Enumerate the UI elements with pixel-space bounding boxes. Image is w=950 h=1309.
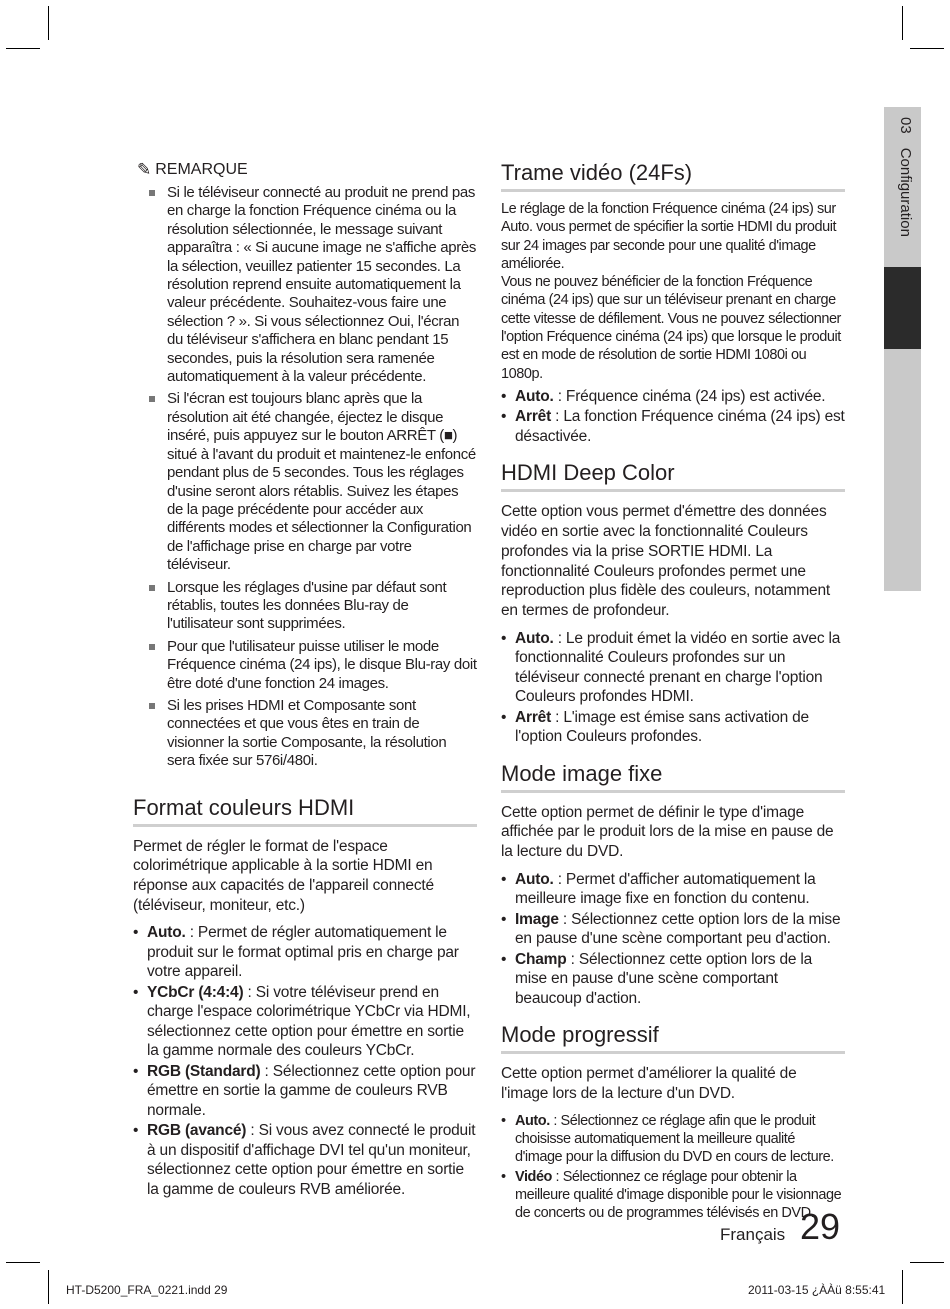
- note-title: REMARQUE: [155, 161, 248, 178]
- option-list: [501, 1112, 845, 1223]
- crop-mark: [6, 48, 40, 49]
- option-desc: : Permet de régler automatiquement le produit sur le format optimal pris en charge par votre appareil.: [147, 924, 459, 981]
- option-item: [501, 950, 845, 1009]
- chapter-number: 03: [897, 117, 914, 134]
- bullet-icon: •: [501, 870, 507, 888]
- page-number: 29: [800, 1206, 841, 1247]
- option-item: [501, 1112, 845, 1167]
- bullet-icon: •: [133, 1122, 139, 1140]
- square-bullet-icon: [149, 644, 155, 650]
- section-trame-video: [501, 160, 845, 446]
- crop-mark: [910, 1262, 944, 1263]
- bullet-icon: •: [501, 950, 507, 968]
- section-title: Mode progressif: [501, 1022, 845, 1054]
- option-desc: : Permet d'afficher automatiquement la meilleure image fixe en fonction du contenu.: [515, 870, 816, 908]
- note-header: [137, 160, 477, 180]
- option-list: [501, 629, 845, 747]
- note-item-text: Si les prises HDMI et Composante sont connectées et que vous êtes en train de visionner la sortie Composante, la résolution sera fixée sur 576i/480i.: [167, 696, 447, 770]
- section-intro: Cette option vous permet d'émettre des données vidéo en sortie avec la fonctionnalité Couleurs profondes via la prise SORTIE HDMI. La fonctionnalité Couleurs profondes permet une reproduction plus fidèle des couleurs, notamment en termes de profondeur.: [501, 503, 831, 619]
- option-desc: : Sélectionnez cette option lors de la mise en pause d'une scène comportant peu d'action.: [515, 910, 841, 948]
- section-mode-image-fixe: [501, 761, 845, 1009]
- option-term: YCbCr (4:4:4): [147, 983, 244, 1001]
- note-list: [133, 184, 477, 771]
- bullet-icon: •: [501, 629, 507, 647]
- option-item: [133, 1062, 477, 1121]
- option-term: Auto.: [515, 1112, 550, 1129]
- crop-mark: [48, 1270, 49, 1304]
- crop-mark: [902, 1270, 903, 1304]
- option-desc: : Si vous avez connecté le produit à un dispositif d'affichage DVI tel qu'un moniteur, sélectionnez cette option pour émettre en sortie la gamme de couleurs RVB améliorée.: [147, 1122, 476, 1198]
- option-term: Vidéo: [515, 1168, 552, 1185]
- option-item: [501, 1168, 845, 1223]
- option-item: [501, 870, 845, 909]
- crop-mark: [902, 6, 903, 40]
- note-item: [133, 638, 477, 693]
- option-term: RGB (Standard): [147, 1062, 261, 1080]
- section-intro: Permet de régler le format de l'espace colorimétrique applicable à la sortie HDMI en réponse aux capacités de l'appareil connecté (téléviseur, moniteur, etc.): [133, 837, 434, 914]
- option-desc: : Sélectionnez cette option pour émettre en sortie la gamme de couleurs RVB normale.: [147, 1062, 476, 1119]
- note-item: [133, 697, 477, 771]
- option-term: Auto.: [515, 870, 554, 888]
- option-item: [133, 923, 477, 982]
- section-title: Format couleurs HDMI: [133, 795, 477, 827]
- bullet-icon: •: [501, 408, 507, 426]
- option-term: Auto.: [515, 387, 554, 405]
- square-bullet-icon: [149, 396, 155, 402]
- option-desc: : La fonction Fréquence cinéma (24 ips) est désactivée.: [515, 408, 845, 445]
- bullet-icon: •: [133, 924, 139, 942]
- option-item: [501, 629, 845, 707]
- chapter-side-tab: [884, 107, 921, 591]
- chapter-label: Configuration: [897, 147, 914, 237]
- bullet-icon: •: [501, 910, 507, 928]
- option-term: Arrêt: [515, 408, 552, 426]
- note-item: [133, 390, 477, 574]
- crop-mark: [48, 6, 49, 40]
- option-term: Arrêt: [515, 708, 552, 726]
- square-bullet-icon: [149, 585, 155, 591]
- right-column: [501, 160, 845, 1223]
- option-term: Image: [515, 910, 559, 928]
- square-bullet-icon: [149, 703, 155, 709]
- option-desc: : Sélectionnez ce réglage afin que le produit choisisse automatiquement la meilleure qualité d'image pour la diffusion du DVD en cours de lecture.: [515, 1112, 834, 1166]
- option-item: [501, 708, 845, 747]
- section-mode-progressif: [501, 1022, 845, 1222]
- note-pencil-icon: ✎: [137, 160, 152, 179]
- print-slug-file: HT-D5200_FRA_0221.indd 29: [66, 1283, 228, 1297]
- option-term: RGB (avancé): [147, 1122, 247, 1140]
- option-desc: : L'image est émise sans activation de l'option Couleurs profondes.: [515, 708, 809, 746]
- note-item-text: Lorsque les réglages d'usine par défaut sont rétablis, toutes les données Blu-ray de l'utilisateur sont supprimées.: [167, 578, 447, 633]
- bullet-icon: •: [133, 1062, 139, 1080]
- option-term: Auto.: [515, 629, 554, 647]
- square-bullet-icon: [149, 190, 155, 196]
- note-item: [133, 184, 477, 386]
- option-desc: : Le produit émet la vidéo en sortie avec la fonctionnalité Couleurs profondes sur un téléviseur connecté prenant en charge l'option Couleurs profondes HDMI.: [515, 629, 841, 706]
- bullet-icon: •: [501, 708, 507, 726]
- crop-mark: [6, 1262, 40, 1263]
- section-intro: Le réglage de la fonction Fréquence cinéma (24 ips) sur Auto. vous permet de spécifier la sortie HDMI du produit sur 24 images par seconde pour une qualité d'image améliorée. Vous ne pouvez bénéficier de la fonction Fréquence cinéma (24 ips) que sur un téléviseur prenant en charge cette vitesse de défilement. Vous ne pouvez sélectionner l'option Fréquence cinéma (24 ips) que lorsque le produit est en mode de résolution de sortie HDMI 1080i ou 1080p.: [501, 201, 841, 382]
- option-desc: : Sélectionnez cette option lors de la mise en pause d'une scène comportant beaucoup d'action.: [515, 950, 813, 1007]
- bullet-icon: •: [133, 983, 139, 1001]
- section-title: HDMI Deep Color: [501, 460, 845, 492]
- option-term: Auto.: [147, 924, 186, 942]
- note-item-text: Pour que l'utilisateur puisse utiliser le mode Fréquence cinéma (24 ips), le disque Blu-ray doit être doté d'une fonction 24 images.: [167, 637, 477, 692]
- option-list: [501, 870, 845, 1009]
- note-item-text: Si le téléviseur connecté au produit ne prend pas en charge la fonction Fréquence cinéma ou la résolution sélectionnée, le message suivant apparaîtra : « Si aucune image ne s'affiche après la sélection, veuillez patienter 15 secondes. La résolution reprend ensuite automatiquement la valeur précédente. Souhaitez-vous faire une sélection ? ». Si vous sélectionnez Oui, l'écran du téléviseur s'affichera en blanc pendant 15 secondes, puis la résolution sera ramenée automatiquement à la valeur précédente.: [167, 184, 476, 386]
- option-item: [501, 910, 845, 949]
- side-tab-marker: [884, 267, 921, 349]
- option-item: [133, 1121, 477, 1199]
- bullet-icon: •: [501, 1168, 506, 1185]
- option-item: [133, 983, 477, 1061]
- left-column: [133, 160, 477, 1200]
- side-tab-text: [897, 117, 914, 237]
- note-item-text: Si l'écran est toujours blanc après que la résolution ait été changée, éjectez le disque inséré, puis appuyez sur le bouton ARRÊT (■) situé à l'avant du produit et maintenez-le enfoncé pendant plus de 5 secondes. Tous les réglages d'usine seront alors rétablis. Suivez les étapes de la page précédente pour accéder aux différents modes et sélectionner la Configuration de l'affichage prise en charge par votre téléviseur.: [167, 390, 476, 574]
- crop-mark: [910, 48, 944, 49]
- bullet-icon: •: [501, 1112, 506, 1129]
- option-list: [133, 923, 477, 1199]
- section-intro: Cette option permet de définir le type d'image affichée par le produit lors de la mise en pause de la lecture du DVD.: [501, 803, 834, 861]
- section-title: Mode image fixe: [501, 761, 845, 793]
- note-item: [133, 579, 477, 634]
- option-list: [501, 387, 845, 447]
- section-title: Trame vidéo (24Fs): [501, 160, 845, 192]
- option-item: [501, 407, 845, 446]
- option-desc: : Si votre téléviseur prend en charge l'espace colorimétrique YCbCr via HDMI, sélectionnez cette option pour émettre en sortie la gamme normale des couleurs YCbCr.: [147, 983, 471, 1060]
- option-term: Champ: [515, 950, 567, 968]
- print-slug-timestamp: 2011-03-15 ¿ÀÀü 8:55:41: [748, 1283, 886, 1297]
- bullet-icon: •: [501, 387, 507, 405]
- section-format-couleurs-hdmi: [133, 795, 477, 1200]
- section-hdmi-deep-color: [501, 460, 845, 746]
- option-desc: : Sélectionnez ce réglage pour obtenir la meilleure qualité d'image disponible pour le visionnage de concerts ou de programmes télévisés en DVD.: [515, 1168, 842, 1222]
- option-desc: : Fréquence cinéma (24 ips) est activée.: [553, 387, 826, 405]
- footer-language: Français: [720, 1225, 786, 1244]
- option-item: [501, 387, 845, 407]
- section-intro: Cette option permet d'améliorer la qualité de l'image lors de la lecture d'un DVD.: [501, 1065, 797, 1102]
